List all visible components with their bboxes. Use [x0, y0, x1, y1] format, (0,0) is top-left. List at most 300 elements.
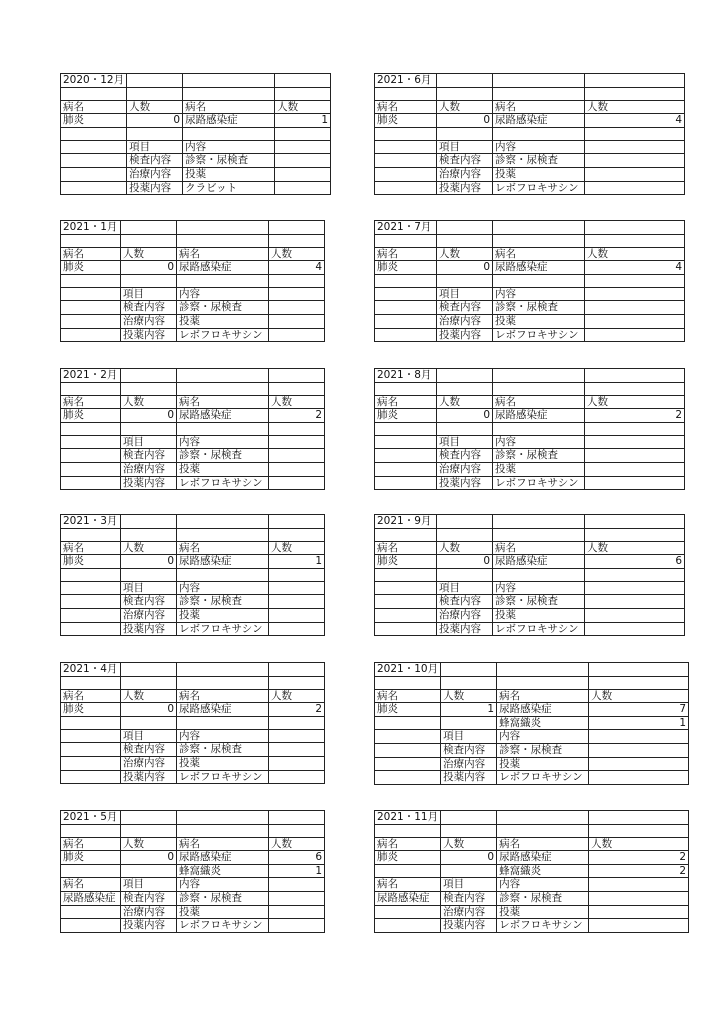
cell [121, 676, 177, 689]
disease-row [61, 261, 325, 275]
header-count: 人数 [585, 541, 685, 555]
cell [269, 328, 325, 342]
cell [269, 369, 325, 383]
drug-label: 投薬内容 [121, 622, 177, 636]
exam-row [375, 154, 685, 168]
cell [183, 87, 275, 100]
header-count: 人数 [437, 100, 493, 114]
item-row [375, 581, 685, 595]
cell [61, 449, 121, 463]
cell [269, 581, 325, 595]
month-title: 2020・12月 [61, 74, 127, 88]
header-count: 人数 [121, 689, 177, 703]
cell [437, 369, 493, 383]
cell [375, 382, 437, 395]
title-row [375, 663, 689, 677]
header-disease: 病名 [375, 541, 437, 555]
header-disease: 病名 [177, 689, 269, 703]
treat-value: 投薬 [177, 462, 269, 476]
cell [121, 221, 177, 235]
main-disease: 肺炎 [375, 114, 437, 128]
disease-row [61, 851, 325, 865]
cell [585, 608, 685, 622]
drug-row [61, 476, 325, 490]
item-row [61, 435, 325, 449]
content-label: 内容 [177, 729, 269, 743]
month-title: 2021・10月 [375, 663, 441, 677]
treat-label: 治療内容 [441, 905, 497, 919]
disease-name: 尿路感染症 [497, 851, 589, 865]
cell [375, 462, 437, 476]
disease-name: 尿路感染症 [177, 261, 269, 275]
exam-value: 診察・尿検査 [177, 891, 269, 905]
cell [375, 568, 437, 581]
cell [375, 234, 437, 247]
item-label: 項目 [121, 729, 177, 743]
title-row [61, 515, 325, 529]
cell [61, 328, 121, 342]
cell [585, 234, 685, 247]
cell [121, 811, 177, 825]
blank-row [61, 676, 325, 689]
cell [275, 181, 331, 195]
cell [269, 287, 325, 301]
header-count: 人数 [585, 100, 685, 114]
drug-value: レボフロキサシン [493, 328, 585, 342]
disease-row [61, 864, 325, 878]
treat-row [61, 462, 325, 476]
cell [589, 771, 689, 785]
content-label: 内容 [177, 287, 269, 301]
item-label: 項目 [127, 140, 183, 154]
cell [269, 622, 325, 636]
cell [375, 476, 437, 490]
disease-row [61, 555, 325, 569]
exam-row [375, 891, 689, 905]
cell [375, 274, 437, 287]
main-count: 0 [437, 261, 493, 275]
blank-row [61, 382, 325, 395]
drug-row [61, 919, 325, 933]
month-title: 2021・7月 [375, 221, 437, 235]
cell [375, 743, 441, 757]
cell [177, 234, 269, 247]
month-table [60, 662, 325, 784]
cell [437, 274, 493, 287]
cell [375, 528, 437, 541]
header-count: 人数 [121, 541, 177, 555]
cell [61, 676, 121, 689]
cell [375, 757, 441, 771]
cell [585, 301, 685, 315]
cell [497, 811, 589, 825]
disease-count: 4 [585, 114, 685, 128]
cell [61, 287, 121, 301]
cell [61, 274, 121, 287]
cell [61, 568, 121, 581]
title-row [375, 811, 689, 825]
cell [585, 595, 685, 609]
disease-name: 尿路感染症 [493, 555, 585, 569]
header-count: 人数 [589, 689, 689, 703]
cell [61, 729, 121, 743]
header-disease: 病名 [375, 395, 437, 409]
drug-row [375, 622, 685, 636]
cell [585, 476, 685, 490]
header-disease: 病名 [497, 837, 589, 851]
cell [61, 382, 121, 395]
item-label: 項目 [121, 878, 177, 892]
disease-row [375, 851, 689, 865]
cell [585, 462, 685, 476]
cell [121, 382, 177, 395]
header-disease: 病名 [493, 541, 585, 555]
drug-label: 投薬内容 [437, 181, 493, 195]
disease-name: 尿路感染症 [497, 703, 589, 717]
cell [121, 663, 177, 677]
cell [585, 74, 685, 88]
exam-row [375, 743, 689, 757]
title-row [375, 74, 685, 88]
exam-label: 検査内容 [121, 301, 177, 315]
drug-value: クラビット [183, 181, 275, 195]
treat-label: 治療内容 [441, 757, 497, 771]
disease-name: 蜂窩織炎 [497, 716, 589, 730]
disease-count: 1 [269, 864, 325, 878]
item-label: 項目 [441, 878, 497, 892]
cell [269, 716, 325, 729]
exam-row [61, 301, 325, 315]
cell [585, 314, 685, 328]
exam-row [375, 301, 685, 315]
exam-label: 検査内容 [441, 891, 497, 905]
sub-disease: 尿路感染症 [61, 891, 121, 905]
main-disease: 肺炎 [61, 261, 121, 275]
sub-disease: 尿路感染症 [375, 891, 441, 905]
cell [437, 127, 493, 140]
cell [493, 221, 585, 235]
drug-value: レボフロキサシン [493, 622, 585, 636]
cell [269, 221, 325, 235]
cell [177, 568, 269, 581]
drug-row [61, 328, 325, 342]
header-disease: 病名 [61, 395, 121, 409]
month-table [60, 810, 325, 933]
blank-row [61, 824, 325, 837]
cell [375, 608, 437, 622]
disease-row [375, 716, 689, 730]
cell [269, 663, 325, 677]
cell [375, 87, 437, 100]
cell [177, 716, 269, 729]
month-title: 2021・9月 [375, 515, 437, 529]
cell [127, 87, 183, 100]
content-label: 内容 [493, 581, 585, 595]
disease-row [375, 703, 689, 717]
disease-count: 1 [589, 716, 689, 730]
item-row [375, 435, 685, 449]
treat-row [375, 167, 685, 181]
cell [441, 716, 497, 730]
cell [493, 568, 585, 581]
cell [589, 878, 689, 892]
cell [275, 87, 331, 100]
drug-label: 投薬内容 [121, 770, 177, 784]
disease-row [61, 703, 325, 717]
month-table [374, 514, 685, 636]
cell [585, 328, 685, 342]
cell [269, 422, 325, 435]
cell [61, 919, 121, 933]
item-label: 項目 [121, 435, 177, 449]
cell [375, 622, 437, 636]
cell [585, 181, 685, 195]
header-count: 人数 [441, 837, 497, 851]
header-count: 人数 [585, 395, 685, 409]
item-row [61, 878, 325, 892]
header-count: 人数 [269, 837, 325, 851]
exam-row [61, 154, 331, 168]
header-count: 人数 [437, 541, 493, 555]
exam-value: 診察・尿検査 [183, 154, 275, 168]
header-row [375, 395, 685, 409]
exam-label: 検査内容 [437, 595, 493, 609]
treat-value: 投薬 [177, 314, 269, 328]
cell [437, 87, 493, 100]
drug-row [61, 770, 325, 784]
blank-row [61, 528, 325, 541]
cell [121, 568, 177, 581]
cell [61, 181, 127, 195]
exam-value: 診察・尿検査 [493, 154, 585, 168]
header-disease: 病名 [375, 837, 441, 851]
item-label: 項目 [121, 287, 177, 301]
treat-row [61, 608, 325, 622]
month-table [374, 810, 689, 933]
cell [61, 743, 121, 757]
item-label: 項目 [437, 140, 493, 154]
main-count: 0 [121, 409, 177, 423]
cell [375, 314, 437, 328]
header-count: 人数 [269, 395, 325, 409]
cell [589, 757, 689, 771]
cell [61, 716, 121, 729]
cell [183, 127, 275, 140]
content-label: 内容 [493, 435, 585, 449]
cell [269, 435, 325, 449]
cell [437, 528, 493, 541]
cell [61, 770, 121, 784]
exam-label: 検査内容 [121, 449, 177, 463]
cell [493, 382, 585, 395]
cell [269, 824, 325, 837]
header-disease: 病名 [61, 837, 121, 851]
cell [269, 811, 325, 825]
content-label: 内容 [493, 140, 585, 154]
main-disease: 肺炎 [61, 114, 127, 128]
header-disease: 病名 [61, 541, 121, 555]
blank-row [375, 528, 685, 541]
month-table [60, 514, 325, 636]
header-count: 人数 [269, 541, 325, 555]
cell [61, 528, 121, 541]
exam-row [61, 595, 325, 609]
drug-label: 投薬内容 [121, 476, 177, 490]
blank-row [61, 234, 325, 247]
treat-value: 投薬 [497, 757, 589, 771]
cell [375, 154, 437, 168]
header-count: 人数 [275, 100, 331, 114]
drug-row [375, 476, 685, 490]
cell [121, 528, 177, 541]
month-table [374, 662, 689, 785]
cell [437, 422, 493, 435]
cell [61, 622, 121, 636]
header-disease: 病名 [375, 689, 441, 703]
month-table [374, 73, 685, 195]
cell [589, 663, 689, 677]
treat-value: 投薬 [493, 314, 585, 328]
cell [269, 462, 325, 476]
cell [375, 301, 437, 315]
cell [177, 824, 269, 837]
drug-row [375, 771, 689, 785]
blank-row [61, 274, 325, 287]
disease-name: 尿路感染症 [183, 114, 275, 128]
blank-row [61, 568, 325, 581]
drug-label: 投薬内容 [437, 622, 493, 636]
cell [177, 528, 269, 541]
cell [589, 824, 689, 837]
main-count: 0 [437, 114, 493, 128]
cell [589, 919, 689, 933]
header-count: 人数 [269, 689, 325, 703]
cell [61, 476, 121, 490]
drug-label: 投薬内容 [121, 919, 177, 933]
treat-row [375, 462, 685, 476]
cell [177, 811, 269, 825]
disease-count: 4 [585, 261, 685, 275]
blank-row [375, 824, 689, 837]
cell [493, 127, 585, 140]
item-row [61, 287, 325, 301]
exam-label: 検査内容 [441, 743, 497, 757]
sub-disease-header: 病名 [375, 878, 441, 892]
drug-label: 投薬内容 [437, 328, 493, 342]
cell [437, 382, 493, 395]
cell [269, 743, 325, 757]
cell [375, 716, 441, 730]
treat-row [375, 608, 685, 622]
exam-row [61, 891, 325, 905]
treat-label: 治療内容 [437, 608, 493, 622]
treat-label: 治療内容 [437, 167, 493, 181]
treat-value: 投薬 [493, 608, 585, 622]
disease-count: 1 [269, 555, 325, 569]
cell [585, 221, 685, 235]
disease-count: 2 [589, 851, 689, 865]
month-table [374, 220, 685, 342]
header-disease: 病名 [183, 100, 275, 114]
cell [375, 140, 437, 154]
cell [121, 716, 177, 729]
header-count: 人数 [437, 247, 493, 261]
main-count: 0 [441, 851, 497, 865]
disease-count: 2 [269, 703, 325, 717]
cell [269, 274, 325, 287]
cell [269, 476, 325, 490]
cell [269, 382, 325, 395]
treat-value: 投薬 [493, 167, 585, 181]
month-title: 2021・11月 [375, 811, 441, 825]
cell [375, 730, 441, 744]
main-count: 0 [121, 555, 177, 569]
disease-name: 尿路感染症 [177, 555, 269, 569]
cell [269, 770, 325, 784]
cell [127, 127, 183, 140]
cell [585, 581, 685, 595]
header-row [61, 541, 325, 555]
drug-value: レボフロキサシン [497, 771, 589, 785]
header-disease: 病名 [497, 689, 589, 703]
header-count: 人数 [269, 247, 325, 261]
main-count: 0 [437, 555, 493, 569]
disease-count: 2 [585, 409, 685, 423]
exam-value: 診察・尿検査 [177, 595, 269, 609]
cell [585, 622, 685, 636]
header-disease: 病名 [177, 837, 269, 851]
cell [269, 314, 325, 328]
header-row [61, 689, 325, 703]
header-disease: 病名 [61, 689, 121, 703]
cell [177, 221, 269, 235]
treat-label: 治療内容 [127, 167, 183, 181]
exam-value: 診察・尿検査 [177, 743, 269, 757]
cell [183, 74, 275, 88]
cell [493, 74, 585, 88]
content-label: 内容 [177, 435, 269, 449]
treat-label: 治療内容 [121, 608, 177, 622]
cell [375, 771, 441, 785]
cell [585, 369, 685, 383]
cell [121, 824, 177, 837]
exam-label: 検査内容 [437, 301, 493, 315]
item-row [375, 287, 685, 301]
cell [61, 581, 121, 595]
cell [177, 382, 269, 395]
header-count: 人数 [121, 837, 177, 851]
header-row [375, 541, 685, 555]
sub-disease-header: 病名 [61, 878, 121, 892]
cell [177, 676, 269, 689]
exam-row [61, 449, 325, 463]
cell [375, 581, 437, 595]
cell [375, 595, 437, 609]
treat-value: 投薬 [177, 905, 269, 919]
cell [275, 167, 331, 181]
exam-label: 検査内容 [437, 449, 493, 463]
cell [61, 140, 127, 154]
drug-label: 投薬内容 [437, 476, 493, 490]
exam-label: 検査内容 [127, 154, 183, 168]
disease-row [61, 409, 325, 423]
cell [585, 528, 685, 541]
header-disease: 病名 [177, 395, 269, 409]
cell [375, 449, 437, 463]
disease-count: 6 [585, 555, 685, 569]
header-disease: 病名 [493, 100, 585, 114]
header-row [61, 100, 331, 114]
